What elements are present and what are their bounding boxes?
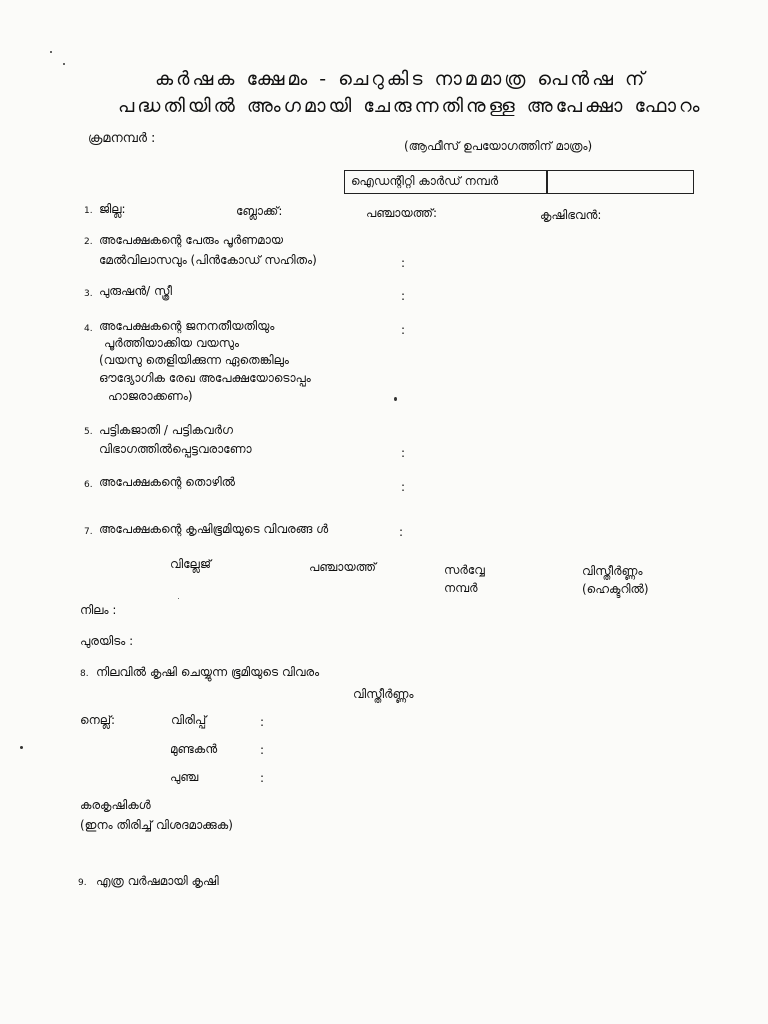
q6-line1: അപേക്ഷകന്റെ തൊഴിൽ [99,475,236,489]
q3-line1: പുരുഷൻ/ സ്ത്രീ [99,284,173,298]
q3-number: 3. [84,289,93,299]
district-label: ജില്ല: [99,202,126,216]
q4-line5: ഹാജരാക്കണം) [108,389,193,403]
q7-number: 7. [84,527,93,537]
q2-colon: : [401,256,406,270]
scan-speck [50,51,52,53]
row-homestead-label: പുരയിടം : [80,634,134,648]
q6-colon: : [401,480,406,494]
q4-line1: അപേക്ഷകന്റെ ജനനതീയതിയും [99,319,275,333]
q3-colon: : [401,289,406,303]
col-area-line1: വിസ്തീർണ്ണം [582,564,643,578]
row-land-label: നിലം : [80,603,117,617]
id-card-label: ഐഡന്റിറ്റി കാർഡ് നമ്പർ [351,174,499,188]
form-title-line1: കർഷക ക്ഷേമം - ചെറുകിട നാമമാത്ര പെൻഷ ന് [155,68,648,90]
puncha-colon: : [260,771,265,785]
virippu-colon: : [260,715,265,729]
q5-line1: പട്ടികജാതി / പട്ടികവർഗ [99,423,233,437]
col-panchayat: പഞ്ചായത്ത് [309,560,376,574]
paddy-label: നെല്ല്: [80,713,116,727]
q1-number: 1. [84,206,93,216]
q5-number: 5. [84,427,93,437]
mundakan-colon: : [260,743,265,757]
q9-number: 9. [78,878,87,888]
q4-colon: : [401,323,406,337]
id-card-divider [546,171,548,193]
scan-speck [394,397,397,401]
q2-line2: മേൽവിലാസവും (പിൻകോഡ് സഹിതം) [99,253,317,267]
virippu-label: വിരിപ്പ് [171,713,207,727]
krishibhavan-label: കൃഷിഭവൻ: [540,208,602,222]
q4-number: 4. [84,324,93,334]
scan-speck [20,746,23,749]
q4-line3: (വയസു തെളിയിക്കുന്ന ഏതെങ്കിലും [99,353,289,367]
q2-number: 2. [84,237,93,247]
scan-speck [178,598,179,599]
id-card-box [344,170,694,194]
q9-line1: എത്ര വർഷമായി കൃഷി [96,874,219,888]
q6-number: 6. [84,480,93,490]
q7-line1: അപേക്ഷകന്റെ കൃഷിഭൂമിയുടെ വിവരങ്ങ ൾ [99,522,329,536]
dryland-crops-note: (ഇനം തിരിച്ച് വിശദമാക്കുക) [80,818,233,832]
serial-number-label: ക്രമനമ്പർ : [88,131,156,146]
puncha-label: പുഞ്ച [170,770,199,784]
q8-number: 8. [80,669,89,679]
q5-colon: : [401,446,406,460]
q7-colon: : [399,525,404,539]
q4-line2: പൂർത്തിയാക്കിയ വയസും [104,336,240,350]
col-village: വില്ലേജ് [170,557,211,571]
q8-line1: നിലവിൽ കൃഷി ചെയ്യുന്ന ഭൂമിയുടെ വിവരം [96,665,320,679]
mundakan-label: മുണ്ടകൻ [170,742,218,756]
form-title-line2: പദ്ധതിയിൽ അംഗമായി ചേരുന്നതിനുള്ള അപേക്ഷാ ഫോറം [118,95,703,117]
q8-area-header: വിസ്തീർണ്ണം [353,687,414,701]
office-use-note: (ആഫീസ് ഉപയോഗത്തിന് മാത്രം) [404,139,593,153]
q5-line2: വിഭാഗത്തിൽപ്പെട്ടവരാണോ [99,442,252,456]
dryland-crops-label: കരകൃഷികൾ [80,798,151,812]
block-label: ബ്ലോക്ക്: [236,204,283,218]
q2-line1: അപേക്ഷകന്റെ പേരും പൂർണമായ [99,233,284,247]
col-area-line2: (ഹെക്ടറിൽ) [582,582,649,596]
col-survey-line2: നമ്പർ [444,581,478,595]
panchayat-label: പഞ്ചായത്ത്: [366,206,438,220]
q4-line4: ഔദ്യോഗിക രേഖ അപേക്ഷയോടൊപ്പം [99,371,311,385]
scan-speck [63,63,65,65]
col-survey-line1: സർവ്വേ [444,563,485,577]
